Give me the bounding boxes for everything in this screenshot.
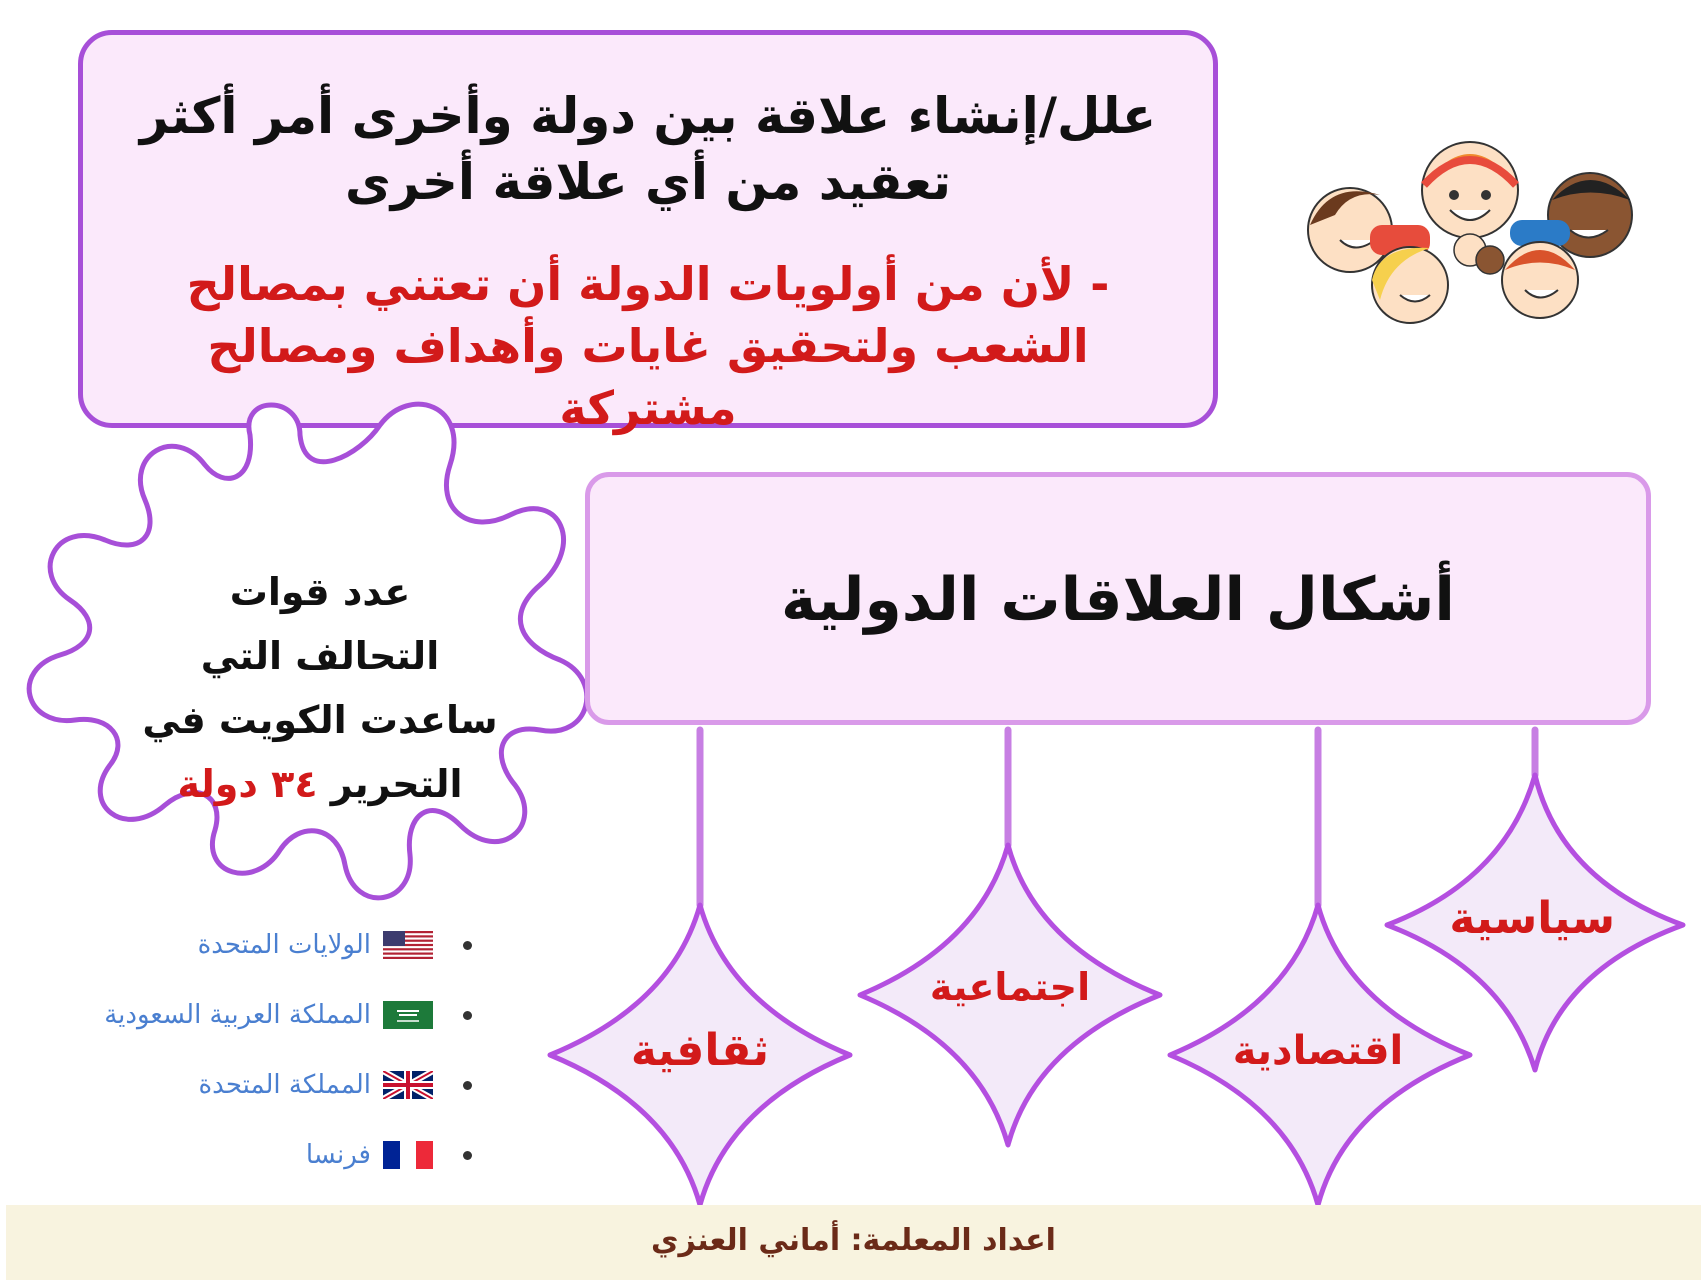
splat-line-1: عدد قوات <box>229 570 411 614</box>
form-label-ijtimaiya: اجتماعية <box>929 965 1091 1009</box>
saudi-flag-icon <box>383 1001 433 1029</box>
question-text: علل/إنشاء علاقة بين دولة وأخرى أمر أكثر تعقيد من أي علاقة أخرى <box>139 87 1157 211</box>
bullet <box>463 1081 472 1090</box>
uk-flag-icon <box>383 1071 433 1099</box>
us-flag-icon <box>383 931 433 959</box>
bullet <box>463 941 472 950</box>
answer-text: - لأن من أولويات الدولة أن تعتني بمصالح الشعب ولتحقيق غايات وأهداف ومصالح مشتركة <box>186 257 1110 435</box>
footer <box>6 1205 1701 1280</box>
country-link[interactable]: المملكة العربية السعودية <box>104 1000 371 1030</box>
author-credit: اعداد المعلمة: أماني العنزي <box>651 1223 1056 1258</box>
country-link[interactable]: المملكة المتحدة <box>198 1070 371 1100</box>
splat-line-3: ساعدت الكويت في <box>142 698 498 742</box>
country-item <box>306 1135 472 1175</box>
country-item <box>198 925 472 965</box>
country-link[interactable]: الولايات المتحدة <box>197 930 371 960</box>
country-link[interactable]: فرنسا <box>305 1140 371 1170</box>
form-label-thaqafiya: ثقافية <box>630 1025 770 1076</box>
france-flag-icon <box>383 1141 433 1169</box>
country-item <box>199 1065 472 1105</box>
splat-line-4-prefix: التحرير <box>330 762 463 806</box>
splat-line-2: التحالف التي <box>200 634 440 678</box>
bullet <box>463 1151 472 1160</box>
page-title: أشكال العلاقات الدولية <box>781 565 1455 635</box>
country-item <box>104 995 472 1035</box>
bullet <box>463 1011 472 1020</box>
form-label-iqtisadiya: اقتصادية <box>1232 1028 1404 1074</box>
form-label-siyasiya: سياسية <box>1449 893 1615 944</box>
splat-count: ٣٤ دولة <box>177 762 318 806</box>
